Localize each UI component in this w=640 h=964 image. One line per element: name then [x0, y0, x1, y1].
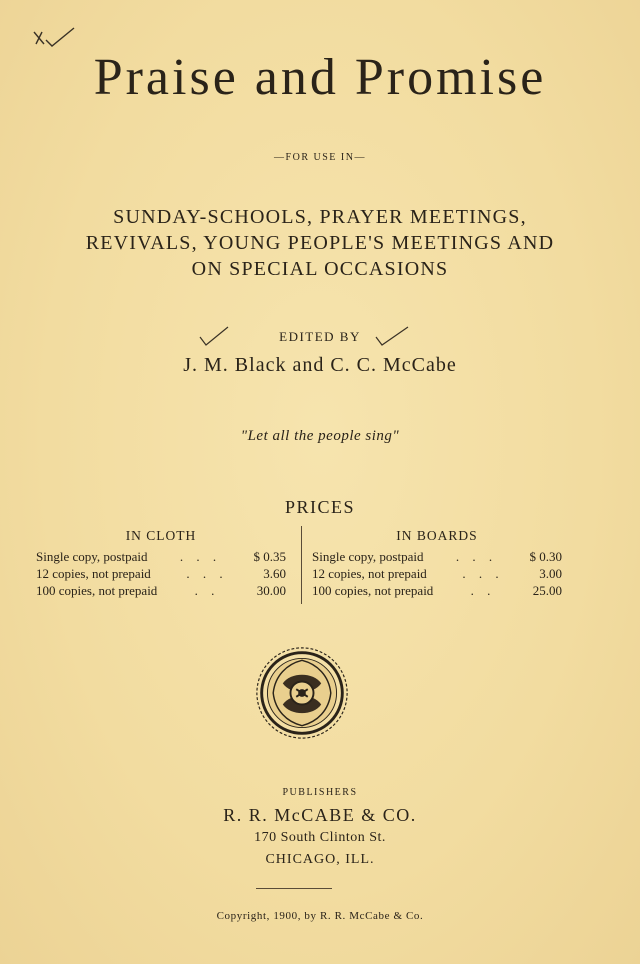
price-item: 100 copies, not prepaid [36, 583, 158, 598]
subtitle-line-3: ON SPECIAL OCCASIONS [191, 258, 449, 280]
editors: J. M. Black and C. C. McCabe [183, 354, 457, 376]
leader-dots: . . [470, 583, 496, 598]
publisher-name: R. R. McCABE & CO. [223, 805, 417, 825]
motto: "Let all the people sing" [240, 428, 400, 444]
prices-boards-column [312, 528, 562, 599]
column-divider [301, 526, 302, 604]
price-value: 25.00 [532, 583, 562, 598]
leader-dots: . . . [179, 549, 222, 564]
subtitle-line-1: SUNDAY-SCHOOLS, PRAYER MEETINGS, [113, 206, 527, 228]
prices-cloth-column [36, 528, 286, 599]
price-value: 3.60 [263, 566, 286, 581]
copyright-line: Copyright, 1900, by R. R. McCabe & Co. [216, 910, 424, 922]
leader-dots: . . . [455, 549, 498, 564]
publishers-label: PUBLISHERS [282, 787, 358, 798]
price-row [312, 565, 562, 582]
price-item: 12 copies, not prepaid [36, 566, 151, 581]
price-item: Single copy, postpaid [36, 549, 148, 564]
price-value: $ 0.30 [529, 549, 562, 564]
cloth-heading: IN CLOTH [125, 528, 197, 543]
for-use-in-label: —FOR USE IN— [274, 152, 366, 163]
leader-dots: . . [194, 583, 220, 598]
publisher-seal-ornament [254, 645, 350, 741]
leader-dots: . . . [186, 566, 228, 581]
price-row [312, 582, 562, 599]
boards-heading: IN BOARDS [396, 528, 478, 543]
price-item: Single copy, postpaid [312, 549, 424, 564]
book-title: Praise and Promise [93, 49, 547, 106]
price-row [36, 582, 286, 599]
divider-rule [256, 888, 332, 889]
book-subtitle [0, 204, 640, 282]
price-item: 12 copies, not prepaid [312, 566, 427, 581]
price-row [36, 548, 286, 565]
publisher-city: CHICAGO, ILL. [265, 852, 375, 867]
subtitle-line-2: REVIVALS, YOUNG PEOPLE'S MEETINGS AND [85, 232, 555, 254]
leader-dots: . . . [462, 566, 504, 581]
handwritten-tick-right [372, 325, 410, 347]
price-value: 30.00 [256, 583, 286, 598]
price-row [312, 548, 562, 565]
edited-by-label: EDITED BY [279, 329, 361, 344]
price-value: 3.00 [539, 566, 562, 581]
handwritten-check-mark [30, 26, 80, 52]
price-row [36, 565, 286, 582]
publisher-address: 170 South Clinton St. [254, 830, 386, 845]
prices-heading: PRICES [284, 497, 356, 517]
price-value: $ 0.35 [253, 549, 286, 564]
price-item: 100 copies, not prepaid [312, 583, 434, 598]
